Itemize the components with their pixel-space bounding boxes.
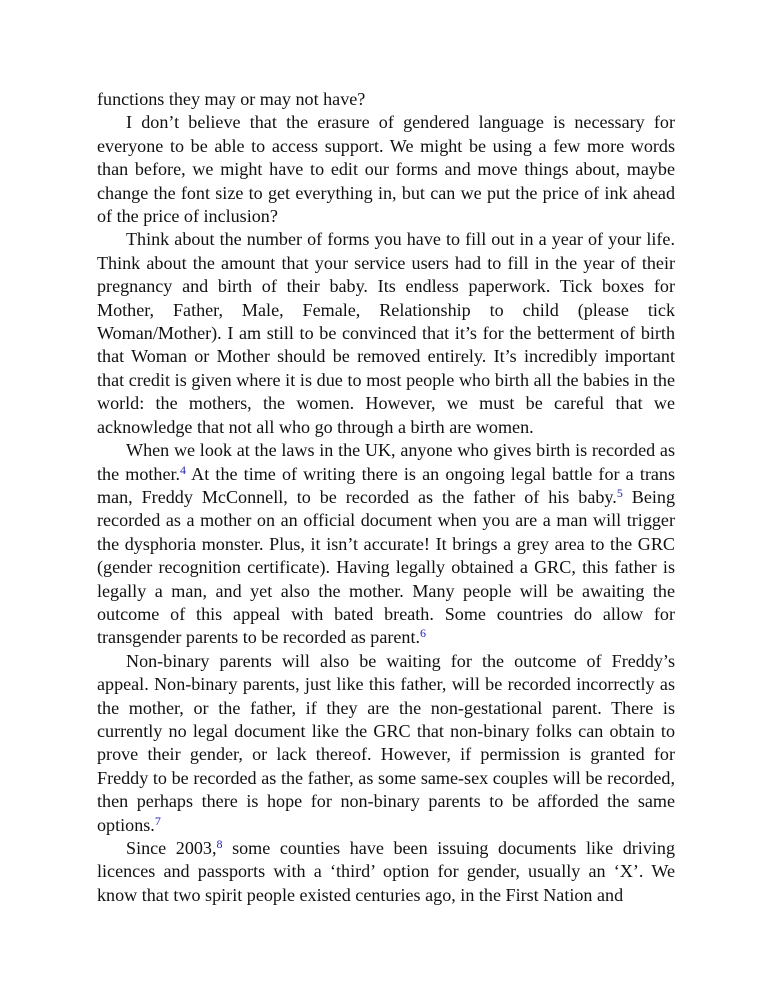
paragraph-1: [97, 88, 675, 111]
paragraph-text: I don’t believe that the erasure of gendered language is necessary for everyone to be able to access support. We might be using a few more words than before, we might have to edit our forms and move things about, maybe change the font size to get everything in, but can we put the price of ink ahead of the price of inclusion?: [97, 112, 675, 227]
paragraph-text: Non-binary parents will also be waiting for the outcome of Freddy’s appeal. Non-binary parents, just like this father, will be recorded incorrectly as the mother, or the father, if they are the non-gestational parent. There is currently no legal document like the GRC that non-binary folks can obtain to prove their gender, or lack thereof. However, if permission is granted for Freddy to be recorded as the father, as some same-sex couples will be recorded, then perhaps there is hope for non-binary parents to be afforded the same options.: [97, 650, 675, 835]
paragraph-4: [97, 439, 675, 650]
footnote-marker-5[interactable]: 5: [616, 485, 623, 500]
footnote-marker-4[interactable]: 4: [180, 462, 187, 477]
paragraph-6: [97, 837, 675, 907]
paragraph-2: [97, 111, 675, 228]
paragraph-text: Being recorded as a mother on an official document when you are a man will trigger the dysphoria monster. Plus, it isn’t accurate! It brings a grey area to the GRC (gender recognition certificate). Having legally obtained a GRC, this father is legally a man, and yet also the mother. Many people will be awaiting the outcome of this appeal with bated breath. Some countries do allow for transgender parents to be recorded as parent.: [97, 486, 675, 648]
footnote-marker-6[interactable]: 6: [420, 626, 427, 641]
footnote-marker-8[interactable]: 8: [216, 837, 223, 851]
paragraph-text: functions they may or may not have?: [97, 89, 366, 109]
paragraph-text: When we look at the laws in the UK, anyone who gives birth is recorded as the mother.: [97, 440, 675, 484]
paragraph-3: [97, 228, 675, 439]
footnote-marker-7[interactable]: 7: [154, 813, 161, 828]
paragraph-text: Think about the number of forms you have to fill out in a year of your life. Think about the amount that your service users had to fill in the year of their pregnancy and birth of their baby. Its endless paperwork. Tick boxes for Mother, Father, Male, Female, Relationship to child (please tick Woman/Mother). I am still to be convinced that it’s for the betterment of birth that Woman or Mother should be removed entirely. It’s incredibly important that credit is given where it is due to most people who birth all the babies in the world: the mothers, the women. However, we must be careful that we acknowledge that not all who go through a birth are women.: [97, 229, 675, 437]
paragraph-text: At the time of writing there is an ongoing legal battle for a trans man, Freddy McConnell, to be recorded as the father of his baby.: [97, 463, 676, 507]
paragraph-text: Since 2003,: [126, 838, 217, 858]
book-page: [97, 88, 675, 907]
paragraph-text: some counties have been issuing documents like driving licences and passports with a ‘third’ option for gender, usually an ‘X’. We know that two spirit people existed centuries ago, in the First Nation and: [97, 838, 676, 905]
paragraph-5: [97, 650, 675, 837]
